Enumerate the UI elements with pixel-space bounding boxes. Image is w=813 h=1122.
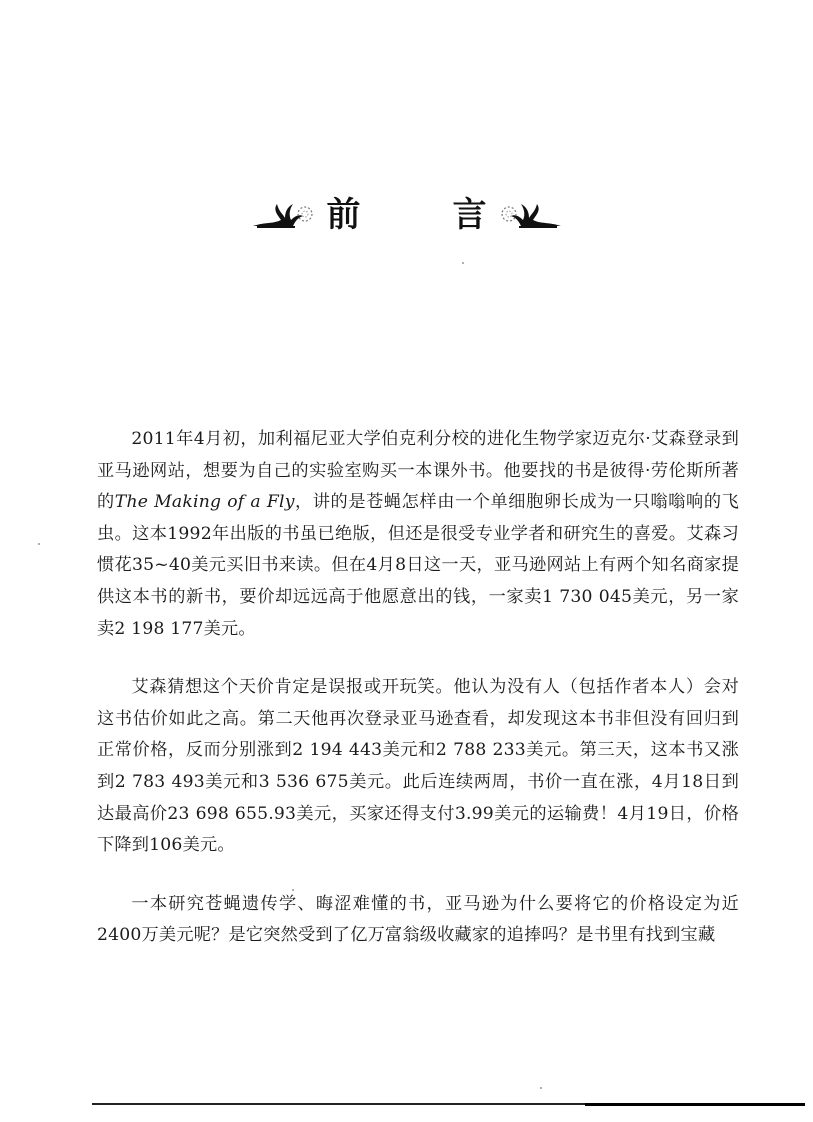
paragraph-1-part1: 2011年4月初，加利福尼亚大学伯克利分校的进化生物学家迈克尔·艾森登录到亚马逊网站，想要为自己的实验室购买一本课外书。他要找的书是彼得·劳伦斯所著的 [97,429,739,513]
book-title: The Making of a Fly [114,492,295,513]
paragraph-3: 一本研究苍蝇遗传学、晦涩难懂的书，亚马逊为什么要将它的价格设定为近2400万美元呢？是它突然受到了亿万富翁级收藏家的追捧吗？是书里有找到宝藏 [97,893,739,946]
paragraph-2: 艾森猜想这个天价肯定是误报或开玩笑。他认为没有人（包括作者本人）会对这书估价如此之高。第二天他再次登录亚马逊查看，却发现这本书非但没有回归到正常价格，反而分别涨到2 194 443美元和2 788 233美元。第三天，这本书又涨到2 783 493美元和3 536 675美元。此后连续两周，书价一直在涨，4月18日到达最高价23 698 655.93美元，买家还得支付3.99美元的运输费！4月19日，价格下降到106美元。 [97,677,739,856]
page-bottom-rule-thick [585,1103,805,1106]
preface-heading [0,190,813,240]
scan-speck [38,543,40,545]
floral-ornament-right-icon [499,200,563,230]
heading-char-yan: 言 [452,195,487,235]
page-bottom-rule [92,1103,805,1105]
paragraph-1-part2: ，讲的是苍蝇怎样由一个单细胞卵长成为一只嗡嗡响的飞虫。这本1992年出版的书虽已绝版，但还是很受专业学者和研究生的喜爱。艾森习惯花35~40美元买旧书来读。但在4月8日这一天，亚马逊网站上有两个知名商家提供这本书的新书，要价却远远高于他愿意出的钱，一家卖1 730 045美元，另一家卖2 198 177美元。 [97,492,739,639]
preface-body [97,424,739,952]
paragraph-1 [97,424,739,645]
scan-speck [462,262,464,264]
scan-speck [292,889,294,891]
heading-char-qian: 前 [326,195,361,235]
floral-ornament-left-icon [251,200,315,230]
scan-speck [540,1087,542,1089]
